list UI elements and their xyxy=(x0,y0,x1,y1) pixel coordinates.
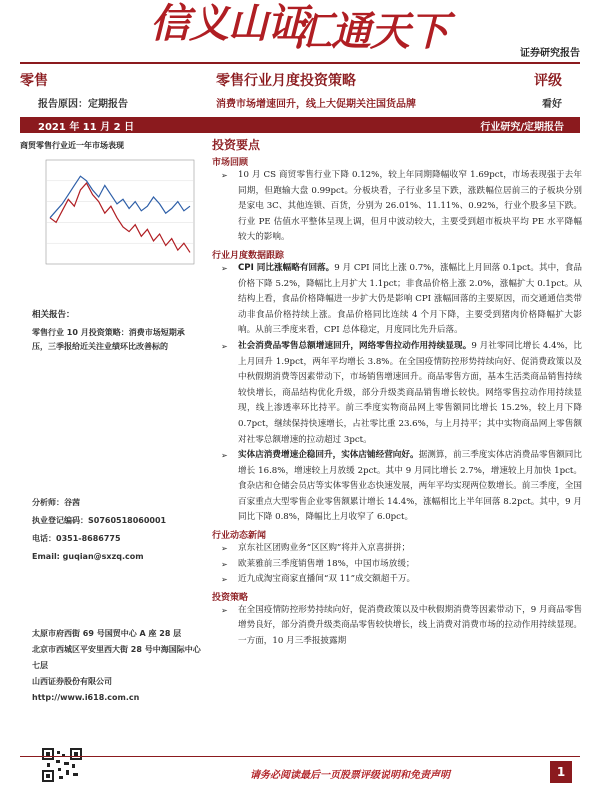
disclaimer-notice[interactable]: 请务必阅读最后一页股票评级说明和免责声明 xyxy=(250,770,450,781)
advice-text: 在全国疫情防控形势持续向好，促消费政策以及中秋假期消费等因素带动下，9 月商品零售增势良好，部分消费升级类商品零售较快增长，线上消费对消费市场的拉动作用持续显现。一方面，10 月三季报披露期 xyxy=(238,604,582,647)
bullet-icon: ➢ xyxy=(221,341,228,351)
market-heading: 市场回顾 xyxy=(212,158,249,168)
page-number: 1 xyxy=(550,761,572,783)
bullet-icon: ➢ xyxy=(221,263,228,273)
address-taiyuan: 太原市府西街 69 号国贸中心 A 座 28 层 xyxy=(32,629,182,638)
analyst-info xyxy=(32,494,200,566)
store-section xyxy=(212,448,582,526)
company-address xyxy=(32,626,202,706)
title-row xyxy=(20,70,580,90)
bullet-icon: ➢ xyxy=(221,575,228,585)
news-item[interactable] xyxy=(212,572,582,588)
company-website[interactable]: http://www.i618.com.cn xyxy=(32,693,140,702)
footer xyxy=(20,756,580,790)
bullet-icon: ➢ xyxy=(221,559,228,569)
cpi-text: 9 月 CPI 同比上涨 0.7%，涨幅比上月回落 0.1pct。其中，食品价格下降 5.2%，降幅比上月扩大 1.1pct；非食品价格上涨 2.0%，涨幅扩大 0.1pct。从结构上看，食品价格降幅进一步扩大仍是影响 CPI 涨幅回落的主要原因，而交通通信类带动非食品价格持续上涨。食品价格同比连续 4 个月下降，主要受到猪肉价格降幅扩大影响。从前三季度来看，CPI 总体稳定，月度同比先升后落。 xyxy=(238,262,582,336)
advice-heading: 投资策略 xyxy=(212,592,249,603)
report-title: 零售行业月度投资策略 xyxy=(216,73,356,89)
doc-type: 证券研究报告 xyxy=(520,48,580,59)
date-bar xyxy=(20,117,580,133)
news-text: 欧莱雅前三季度销售增 18%，中国市场放缓； xyxy=(238,558,415,569)
sales-bold: 社会消费品零售总额增速回升，网络零售拉动作用持续显现。 xyxy=(238,340,472,351)
report-reason: 报告原因：定期报告 xyxy=(38,99,128,110)
rating-value: 看好 xyxy=(542,99,562,110)
bullet-icon: ➢ xyxy=(221,605,228,615)
chart-title: 商贸零售行业近一年市场表现 xyxy=(20,141,124,150)
header xyxy=(0,0,600,62)
store-bold: 实体店消费增速企稳回升，实体店铺经营向好。 xyxy=(238,450,419,461)
main-content xyxy=(212,136,582,756)
chart-frame xyxy=(46,160,194,264)
news-text: 近九成淘宝商家直播间“双 11”成交额超千万。 xyxy=(238,574,416,585)
news-item[interactable] xyxy=(212,541,582,557)
rating-label: 评级 xyxy=(534,73,562,89)
news-heading: 行业动态新闻 xyxy=(212,531,267,542)
bullet-icon: ➢ xyxy=(221,171,228,180)
brand-part2: 汇通天下 xyxy=(292,8,448,55)
invest-heading: 投资要点 xyxy=(212,138,261,152)
brand-logo xyxy=(150,0,448,55)
analyst-tel: 电话：0351-8686775 xyxy=(32,534,121,543)
performance-chart xyxy=(20,152,200,282)
store-text: 据测算，前三季度实体店消费品零售额同比增长 16.8%，增速较上月放缓 2pct。其中 9 月同比增长 2.7%，增速较上月加快 1pct。食杂店和仓储会员店等实体零售业态快速发展，两年平均实现两位数增长。前三季度，全国百家重点大型零售企业零售额累计增长 14.4%，涨幅相比上半年回落 8.2pct。其中，9 月同比下降 0.8%，降幅比上月收窄了 6.0pct。 xyxy=(238,450,582,523)
analyst-name: 分析师：谷茜 xyxy=(32,498,80,507)
report-category: 行业研究/定期报告 xyxy=(480,122,564,133)
footer-divider xyxy=(20,756,580,757)
sales-section xyxy=(212,339,582,448)
report-subtitle: 消费市场增速回升，线上大促期关注国货品牌 xyxy=(216,99,416,110)
chart-series-line-2 xyxy=(50,176,190,218)
report-date: 2021 年 11 月 2 日 xyxy=(38,122,135,133)
sales-text: 9 月社零同比增长 4.4%，比上月回升 1.9pct，两年平均增长 3.8%。在全国疫情防控形势持续向好、促消费政策以及中秋假期消费等因素带动下，市场销售增速回升。商品零售方面，基本生活类商品销售持续较快增长，商品结构优化升级，部分升级类商品销售增长较快。网络零售拉动作用持续显现，线上渗透率环比持平。前三季度实物商品网上零售额同比增长 15.2%，较上月下降 0.7pct，继续保持快速增长，占社零比重 23.6%，与上月持平；其中实物商品网上零售额对社零总额增速的拉动超过 3pct。 xyxy=(238,340,582,445)
chart-series-line-1 xyxy=(50,183,190,252)
related-title: 相关报告： xyxy=(32,310,75,320)
sector-label: 零售 xyxy=(20,73,48,89)
news-item[interactable] xyxy=(212,557,582,573)
analyst-license: 执业登记编码：S0760518060001 xyxy=(32,516,167,525)
news-text: 京东社区团购业务“区区购”将并入京喜拼拼； xyxy=(238,543,411,554)
market-review xyxy=(212,168,582,246)
analyst-email[interactable]: Email: guqian@sxzq.com xyxy=(32,552,144,561)
cpi-section xyxy=(212,261,582,339)
related-report[interactable]: 零售行业 10 月投资策略：消费市场短期承压，三季报给近关注业绩环比改善标的 xyxy=(32,328,185,351)
header-divider xyxy=(20,62,580,64)
bullet-icon: ➢ xyxy=(221,544,228,554)
advice-section xyxy=(212,603,582,650)
data-heading: 行业月度数据跟踪 xyxy=(212,250,285,261)
company-name: 山西证券股份有限公司 xyxy=(32,677,112,686)
sidebar xyxy=(20,136,200,766)
address-beijing: 北京市西城区平安里西大街 28 号中海国际中心七层 xyxy=(32,645,201,670)
bullet-icon: ➢ xyxy=(221,451,228,461)
market-text: 10 月 CS 商贸零售行业下降 0.12%，较上年同期降幅收窄 1.69pct，市场表现强于去年同期，但跑输大盘 0.99pct。分板块看，子行业多呈下跌，涨跌幅位居前三的子板块分别是家电 3C、其他连锁、百货，分别为 26.01%、11.11%、0.92%，行业个股多呈下跌。行业 PE 估值水平整体呈现上调，但月中波动较大，主要受到超市板块平均 PE 水平降幅较大的影响。 xyxy=(238,170,582,243)
brand-part1: 信义山证 xyxy=(150,0,306,47)
subtitle-row xyxy=(20,95,580,111)
cpi-bold: CPI 同比涨幅略有回落。 xyxy=(238,262,335,273)
